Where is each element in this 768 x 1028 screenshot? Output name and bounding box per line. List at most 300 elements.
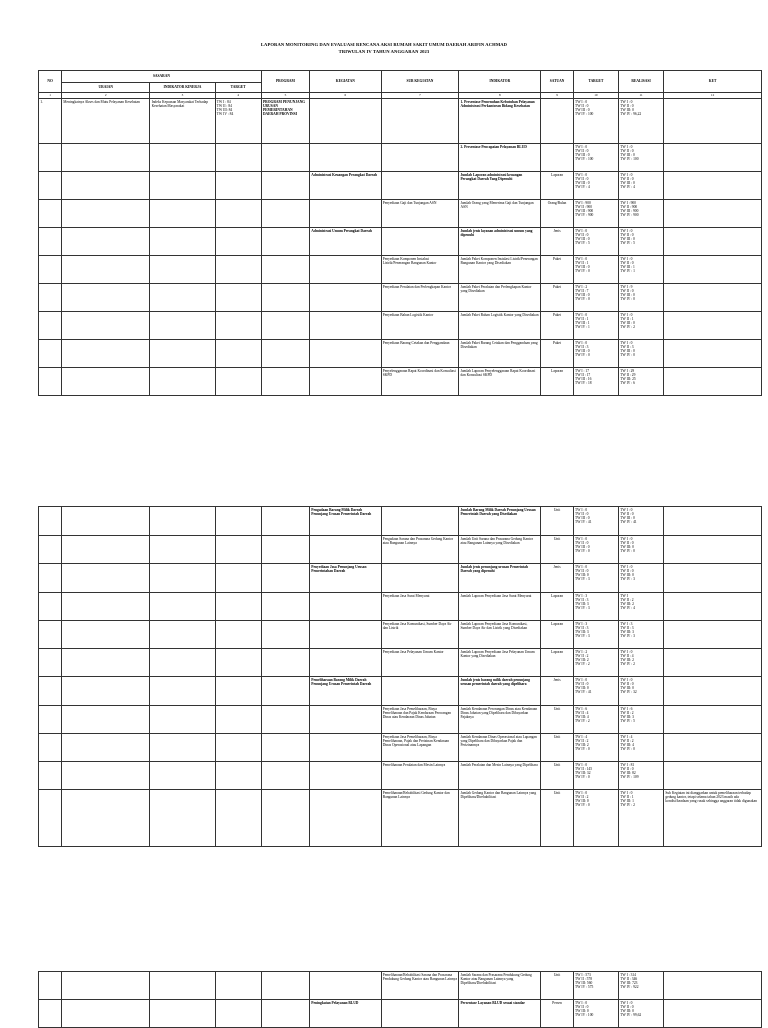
ket-cell xyxy=(664,564,762,593)
satuan-cell: Laporan xyxy=(541,171,574,199)
indikator-kinerja-cell xyxy=(150,143,215,171)
program-cell xyxy=(261,677,309,706)
target2-cell: TW I : 3 TW II : 3 TW III: 3 TW IV : 3 xyxy=(573,621,618,649)
target2-cell: TW I : 2 TW II : 7 TW III : 0 TW IV : 0 xyxy=(573,283,618,311)
satuan-cell: Paket xyxy=(541,283,574,311)
col-target-header: TARGET xyxy=(215,83,261,93)
realisasi-cell: TW I : 0 TW II : 3 TW III : 0 TW IV : 0 xyxy=(618,339,663,367)
kegiatan-cell: Administrasi Umum Perangkat Daerah xyxy=(310,227,381,255)
table-row xyxy=(39,790,762,847)
table-row xyxy=(39,972,762,1000)
uraian-cell xyxy=(62,171,150,199)
indikator-cell: Jumlah Orang yang Menerima Gaji dan Tunjangan ASN xyxy=(459,199,541,227)
indikator-kinerja-cell xyxy=(150,564,215,593)
col-satuan-header: SATUAN xyxy=(541,71,574,93)
target2-cell: TW I : 573 TW II : 578 TW III: 560 TW IV : 575 xyxy=(573,972,618,1000)
column-number-cell: 12 xyxy=(664,93,762,99)
col-indikator-kinerja-header: INDIKATOR KINERJA xyxy=(150,83,215,93)
indikator-kinerja-cell xyxy=(150,311,215,339)
realisasi-cell: TW I : 0 TW II : 0 TW III: 0 TW IV : 3 xyxy=(618,564,663,593)
indikator-cell: Jumlah Unit Sarana dan Prasarana Gedung Kantor atau Bangunan Lainnya yang Disediakan xyxy=(459,536,541,564)
realisasi-cell: TW I : 9 TW II : 0 TW III : 0 TW IV : 0 xyxy=(618,283,663,311)
program-cell xyxy=(261,255,309,283)
sub-kegiatan-cell: Penyediaan Komponen Instalasi Listrik/Penerangan Bangunan Kantor xyxy=(381,255,459,283)
row-no xyxy=(39,339,62,367)
indikator-cell: Jumlah Laporan Penyediaan Jasa Komunikasi, Sumber Daya Air dan Listrik yang Disediakan xyxy=(459,621,541,649)
realisasi-cell: TW I : 4 TW II : 2 TW III: 4 TW IV : 0 xyxy=(618,734,663,762)
target-cell xyxy=(215,255,261,283)
kegiatan-cell xyxy=(310,593,381,621)
realisasi-cell: TW I : 314 TW II : 346 TW III: 723 TW IV : 922 xyxy=(618,972,663,1000)
target-cell xyxy=(215,199,261,227)
satuan-cell: Jenis xyxy=(541,677,574,706)
indikator-cell: Jumlah jenis layanan administrasi umum yang dipenuhi xyxy=(459,227,541,255)
ket-cell xyxy=(664,227,762,255)
uraian-cell xyxy=(62,734,150,762)
sub-kegiatan-cell xyxy=(381,171,459,199)
col-sasaran-header: SASARAN xyxy=(62,71,262,83)
program-cell xyxy=(261,621,309,649)
program-cell xyxy=(261,536,309,564)
target2-cell: TW I : 0 TW II : 0 TW III : 0 TW IV : 100 xyxy=(573,98,618,143)
col-no-header: NO xyxy=(39,71,62,93)
col-uraian-header: URAIAN xyxy=(62,83,150,93)
indikator-cell: Jumlah Kendaraan Perorangan Dinas atau Kendaraan Dinas Jabatan yang Dipelihara dan Dibayarkan Pajaknya xyxy=(459,706,541,734)
indikator-kinerja-cell xyxy=(150,227,215,255)
satuan-cell: Paket xyxy=(541,339,574,367)
uraian-cell xyxy=(62,507,150,536)
kegiatan-cell xyxy=(310,199,381,227)
ket-cell xyxy=(664,536,762,564)
indikator-kinerja-cell xyxy=(150,536,215,564)
row-no xyxy=(39,972,62,1000)
satuan-cell: Unit xyxy=(541,972,574,1000)
program-cell xyxy=(261,171,309,199)
column-number-cell: 2 xyxy=(62,93,150,99)
uraian-cell xyxy=(62,621,150,649)
indikator-cell: Jumlah Laporan administrasi keuangan Perangkat Daerah Yang Dipenuhi xyxy=(459,171,541,199)
table-row xyxy=(39,311,762,339)
program-cell xyxy=(261,593,309,621)
satuan-cell: Laporan xyxy=(541,649,574,677)
kegiatan-cell: Peningkatan Pelayanan BLUD xyxy=(310,1000,381,1028)
indikator-kinerja-cell xyxy=(150,706,215,734)
sub-kegiatan-cell: Pemeliharaan/Rehabilitasi Gedung Kantor dan Bangunan Lainnya xyxy=(381,790,459,847)
indikator-kinerja-cell xyxy=(150,762,215,790)
target-cell xyxy=(215,621,261,649)
realisasi-cell: TW I : 0 TW II : 0 TW III : 0 TW IV : 4 xyxy=(618,171,663,199)
satuan-cell: Unit xyxy=(541,762,574,790)
satuan-cell: Jenis xyxy=(541,227,574,255)
kegiatan-cell xyxy=(310,98,381,143)
realisasi-cell: TW I : 0 TW II : 0 TW III: 0 TW IV : 99,62 xyxy=(618,1000,663,1028)
kegiatan-cell xyxy=(310,283,381,311)
indikator-cell: Jumlah Laporan Penyediaan Jasa Surat Menyurat xyxy=(459,593,541,621)
kegiatan-cell xyxy=(310,649,381,677)
column-number-cell: 11 xyxy=(618,93,663,99)
report-title-line2: TRIWULAN IV TAHUN ANGGARAN 2023 xyxy=(338,49,430,54)
target2-cell: TW I : 0 TW II : 0 TW III : 0 TW IV : 41 xyxy=(573,507,618,536)
target2-cell: TW I : 0 TW II : 1 TW III : 1 TW IV : 1 xyxy=(573,311,618,339)
col-realisasi-header: REALISASI xyxy=(618,71,663,93)
indikator-kinerja-cell xyxy=(150,649,215,677)
target-cell xyxy=(215,283,261,311)
uraian-cell xyxy=(62,972,150,1000)
uraian-cell xyxy=(62,339,150,367)
realisasi-cell: TW I : 0 TW II : 0 TW III : 0 TW IV : 100 xyxy=(618,143,663,171)
target-cell xyxy=(215,706,261,734)
program-cell xyxy=(261,367,309,395)
kegiatan-cell xyxy=(310,621,381,649)
indikator-cell: Jumlah jenis penunjang urusan Pemerintah Daerah yang dipenuhi xyxy=(459,564,541,593)
sub-kegiatan-cell xyxy=(381,564,459,593)
column-number-cell: 4 xyxy=(215,93,261,99)
report-table-part2 xyxy=(38,506,762,847)
target2-cell: TW I : 900 TW II : 900 TW III : 900 TW IV : 900 xyxy=(573,199,618,227)
uraian-cell xyxy=(62,762,150,790)
row-no xyxy=(39,649,62,677)
realisasi-cell: TW I : 0 TW II : 0 TW III : 0 TW IV : 5 xyxy=(618,227,663,255)
realisasi-cell: TW I : 29 TW II : 29 TW III: 25 TW IV : 6 xyxy=(618,367,663,395)
table-row xyxy=(39,762,762,790)
indikator-cell: Jumlah Paket Bahan Logistik Kantor yang Disediakan xyxy=(459,311,541,339)
uraian-cell xyxy=(62,593,150,621)
target2-cell: TW I : 0 TW II : 145 TW III: 32 TW IV : 0 xyxy=(573,762,618,790)
program-cell xyxy=(261,227,309,255)
sub-kegiatan-cell: Pengadaan Sarana dan Prasarana Gedung Kantor atau Bangunan Lainnya xyxy=(381,536,459,564)
uraian-cell xyxy=(62,367,150,395)
column-number-cell: 9 xyxy=(541,93,574,99)
table-row xyxy=(39,1000,762,1028)
sub-kegiatan-cell: Pemeliharaan Peralatan dan Mesin Lainnya xyxy=(381,762,459,790)
indikator-kinerja-cell xyxy=(150,677,215,706)
realisasi-cell: TW I : 81 TW II : 0 TW III: 82 TW IV : 109 xyxy=(618,762,663,790)
column-number-cell: 10 xyxy=(573,93,618,99)
target-cell xyxy=(215,972,261,1000)
satuan-cell: Unit xyxy=(541,536,574,564)
sub-kegiatan-cell xyxy=(381,227,459,255)
realisasi-cell: TW I TW II : 2 TW III: 2 TW IV : 4 xyxy=(618,593,663,621)
row-no xyxy=(39,143,62,171)
row-no: 1. xyxy=(39,98,62,143)
satuan-cell: Unit xyxy=(541,790,574,847)
indikator-cell: Persentase Layanan BLUD sesuai standar xyxy=(459,1000,541,1028)
report-table-part1 xyxy=(38,70,762,396)
indikator-kinerja-cell xyxy=(150,171,215,199)
satuan-cell: Laporan xyxy=(541,593,574,621)
ket-cell xyxy=(664,255,762,283)
program-cell: PROGRAM PENUNJANG URUSAN PEMERINTAHAN DAERAH PROVINSI xyxy=(261,98,309,143)
ket-cell xyxy=(664,143,762,171)
kegiatan-cell xyxy=(310,762,381,790)
table-row xyxy=(39,564,762,593)
target2-cell: TW I : 4 TW II : 2 TW III: 2 TW IV : 0 xyxy=(573,734,618,762)
target2-cell: TW I : 0 TW II : 2 TW III: 0 TW IV : 0 xyxy=(573,790,618,847)
indikator-kinerja-cell: Indeks Kepuasan Masyarakat Terhadap Kesehatan Masyarakat xyxy=(150,98,215,143)
row-no xyxy=(39,564,62,593)
sub-kegiatan-cell: Penyediaan Jasa Pelayanan Umum Kantor xyxy=(381,649,459,677)
kegiatan-cell xyxy=(310,972,381,1000)
realisasi-cell: TW I : 6 TW II : 2 TW III: 3 TW IV : 5 xyxy=(618,706,663,734)
realisasi-cell: TW I : 3 TW II : 3 TW III: 3 TW IV : 3 xyxy=(618,621,663,649)
program-cell xyxy=(261,507,309,536)
target-cell xyxy=(215,367,261,395)
uraian-cell xyxy=(62,536,150,564)
ket-cell xyxy=(664,171,762,199)
table-row xyxy=(39,98,762,143)
program-cell xyxy=(261,311,309,339)
kegiatan-cell xyxy=(310,339,381,367)
table-row xyxy=(39,255,762,283)
ket-cell xyxy=(664,972,762,1000)
program-cell xyxy=(261,199,309,227)
row-no xyxy=(39,367,62,395)
ket-cell xyxy=(664,621,762,649)
target-cell xyxy=(215,762,261,790)
ket-cell xyxy=(664,367,762,395)
satuan-cell: Unit xyxy=(541,706,574,734)
satuan-cell: Jenis xyxy=(541,564,574,593)
column-number-cell: 7 xyxy=(381,93,459,99)
row-no xyxy=(39,677,62,706)
target-cell xyxy=(215,593,261,621)
target2-cell: TW I : 2 TW II : 2 TW III: 2 TW IV : 2 xyxy=(573,649,618,677)
target-cell xyxy=(215,1000,261,1028)
column-number-cell: 8 xyxy=(459,93,541,99)
program-cell xyxy=(261,972,309,1000)
satuan-cell: Orang/Bulan xyxy=(541,199,574,227)
table-row xyxy=(39,143,762,171)
kegiatan-cell xyxy=(310,706,381,734)
target-cell xyxy=(215,536,261,564)
sub-kegiatan-cell xyxy=(381,98,459,143)
target-cell xyxy=(215,171,261,199)
target2-cell: TW I : 17 TW II : 17 TW III : 16 TW IV : 18 xyxy=(573,367,618,395)
sub-kegiatan-cell: Penyediaan Jasa Pemeliharaan, Biaya Pemeliharaan, Pajak dan Perizinan Kendaraan Dinas Operasional atau Lapangan xyxy=(381,734,459,762)
kegiatan-cell xyxy=(310,790,381,847)
target2-cell: TW I : 0 TW II : 0 TW III: 0 TW IV : 3 xyxy=(573,564,618,593)
col-subkegiatan-header: SUB KEGIATAN xyxy=(381,71,459,93)
indikator-cell: Jumlah Laporan Penyelenggaraan Rapat Koordinasi dan Konsultasi SKPD xyxy=(459,367,541,395)
program-cell xyxy=(261,706,309,734)
uraian-cell xyxy=(62,255,150,283)
sub-kegiatan-cell: Penyelenggaraan Rapat Koordinasi dan Konsultasi SKPD xyxy=(381,367,459,395)
ket-cell xyxy=(664,507,762,536)
sub-kegiatan-cell: Penyediaan Gaji dan Tunjangan ASN xyxy=(381,199,459,227)
target-cell xyxy=(215,311,261,339)
indikator-cell: Jumlah Kendaraan Dinas Operasional atau Lapangan yang Dipelihara dan Dibayarkan Pajak dan Perizinannya xyxy=(459,734,541,762)
column-number-cell: 5 xyxy=(261,93,309,99)
uraian-cell xyxy=(62,790,150,847)
target2-cell: TW I : 0 TW II : 0 TW III: 0 TW IV : 100 xyxy=(573,1000,618,1028)
indikator-kinerja-cell xyxy=(150,734,215,762)
sub-kegiatan-cell xyxy=(381,677,459,706)
row-no xyxy=(39,536,62,564)
kegiatan-cell xyxy=(310,367,381,395)
indikator-cell: Jumlah jenis barang milik daerah penunjang urusan pemerintah daerah yang dipelihara xyxy=(459,677,541,706)
satuan-cell xyxy=(541,98,574,143)
indikator-kinerja-cell xyxy=(150,367,215,395)
target-cell xyxy=(215,734,261,762)
program-cell xyxy=(261,1000,309,1028)
col-target2-header: TARGET xyxy=(573,71,618,93)
report-table-part3 xyxy=(38,971,762,1028)
sub-kegiatan-cell: Pemeliharaan/Rehabilitasi Sarana dan Prasarana Pendukung Gedung Kantor atau Bangunan Lainnya xyxy=(381,972,459,1000)
realisasi-cell: TW I : 0 TW II : 4 TW III: 2 TW IV : 2 xyxy=(618,649,663,677)
satuan-cell xyxy=(541,143,574,171)
target2-cell: TW I : 0 TW II : 0 TW III : 0 TW IV : 100 xyxy=(573,143,618,171)
indikator-kinerja-cell xyxy=(150,621,215,649)
table-row xyxy=(39,339,762,367)
indikator-cell: 2. Persentase Pencapaian Pelayanan BLUD xyxy=(459,143,541,171)
row-no xyxy=(39,790,62,847)
target2-cell: TW I : 0 TW II : 3 TW III : 0 TW IV : 0 xyxy=(573,339,618,367)
sub-kegiatan-cell xyxy=(381,1000,459,1028)
target2-cell: TW I : 0 TW II : 0 TW III : 0 TW IV : 4 xyxy=(573,171,618,199)
row-no xyxy=(39,1000,62,1028)
table-row xyxy=(39,621,762,649)
satuan-cell: Unit xyxy=(541,507,574,536)
table-row xyxy=(39,367,762,395)
row-no xyxy=(39,255,62,283)
target-cell xyxy=(215,507,261,536)
ket-cell xyxy=(664,677,762,706)
kegiatan-cell xyxy=(310,734,381,762)
uraian-cell: Meningkatnya Akses dan Mutu Pelayanan Kesehatan xyxy=(62,98,150,143)
row-no xyxy=(39,621,62,649)
sub-kegiatan-cell: Penyediaan Peralatan dan Perlengkapan Kantor xyxy=(381,283,459,311)
row-no xyxy=(39,283,62,311)
satuan-cell: Laporan xyxy=(541,367,574,395)
row-no xyxy=(39,227,62,255)
indikator-kinerja-cell xyxy=(150,283,215,311)
sub-kegiatan-cell: Penyediaan Jasa Surat Menyurat xyxy=(381,593,459,621)
report-title-line1: LAPORAN MONITORING DAN EVALUASI RENCANA AKSI RUMAH SAKIT UMUM DAERAH ARIFIN ACHMAD xyxy=(260,42,508,47)
ket-cell xyxy=(664,283,762,311)
table-row xyxy=(39,283,762,311)
table-row xyxy=(39,171,762,199)
column-number-cell: 6 xyxy=(310,93,381,99)
row-no xyxy=(39,762,62,790)
indikator-kinerja-cell xyxy=(150,593,215,621)
table-row xyxy=(39,536,762,564)
indikator-cell: Jumlah Sarana dan Prasarana Pendukung Gedung Kantor atau Bangunan Lainnya yang Dipelihara/Direhabilitasi xyxy=(459,972,541,1000)
kegiatan-cell xyxy=(310,255,381,283)
table-row xyxy=(39,649,762,677)
sub-kegiatan-cell xyxy=(381,143,459,171)
ket-cell xyxy=(664,311,762,339)
table-row xyxy=(39,593,762,621)
realisasi-cell: TW I : 900 TW II : 900 TW III : 900 TW IV : 900 xyxy=(618,199,663,227)
target2-cell: TW I : 3 TW II : 3 TW III: 3 TW IV : 3 xyxy=(573,593,618,621)
uraian-cell xyxy=(62,706,150,734)
target-cell xyxy=(215,649,261,677)
indikator-kinerja-cell xyxy=(150,255,215,283)
ket-cell xyxy=(664,649,762,677)
indikator-cell: Jumlah Paket Komponen Instalasi Listrik/Penerangan Bangunan Kantor yang Disediakan xyxy=(459,255,541,283)
indikator-cell: Jumlah Barang Milik Daerah Penunjang Urusan Pemerintah Daerah yang Disediakan xyxy=(459,507,541,536)
indikator-kinerja-cell xyxy=(150,972,215,1000)
kegiatan-cell: Penyediaan Jasa Penunjang Urusan Pemerintahan Daerah xyxy=(310,564,381,593)
ket-cell: Sub Kegiatan ini dianggarkan untuk pemeliharaan terhadap gedung kantor, tetapi selama tahun 2023 masih ada kondisi/keadaan yang rusak sehingga anggaran tidak digunakan xyxy=(664,790,762,847)
uraian-cell xyxy=(62,143,150,171)
sub-kegiatan-cell: Penyediaan Jasa Pemeliharaan, Biaya Pemeliharaan dan Pajak Kendaraan Perorangan Dinas atau Kendaraan Dinas Jabatan xyxy=(381,706,459,734)
realisasi-cell: TW I : 0 TW II : 0 TW III: 0 TW IV : 0 xyxy=(618,536,663,564)
col-indikator-header: INDIKATOR xyxy=(459,71,541,93)
target-cell xyxy=(215,339,261,367)
program-cell xyxy=(261,649,309,677)
satuan-cell: Persen xyxy=(541,1000,574,1028)
satuan-cell: Paket xyxy=(541,311,574,339)
ket-cell xyxy=(664,762,762,790)
kegiatan-cell xyxy=(310,143,381,171)
indikator-kinerja-cell xyxy=(150,790,215,847)
target2-cell: TW I : 0 TW II : 0 TW III : 0 TW IV : 5 xyxy=(573,227,618,255)
ket-cell xyxy=(664,734,762,762)
col-program-header: PROGRAM xyxy=(261,71,309,93)
kegiatan-cell xyxy=(310,536,381,564)
target-cell xyxy=(215,790,261,847)
program-cell xyxy=(261,339,309,367)
sub-kegiatan-cell: Penyediaan Jasa Komunikasi, Sumber Daya Air dan Listrik xyxy=(381,621,459,649)
row-no xyxy=(39,199,62,227)
target-cell xyxy=(215,227,261,255)
sub-kegiatan-cell: Penyediaan Barang Cetakan dan Penggandaan xyxy=(381,339,459,367)
uraian-cell xyxy=(62,564,150,593)
row-no xyxy=(39,734,62,762)
row-no xyxy=(39,706,62,734)
uraian-cell xyxy=(62,311,150,339)
program-cell xyxy=(261,790,309,847)
indikator-cell: Jumlah Laporan Penyediaan Jasa Pelayanan Umum Kantor yang Disediakan xyxy=(459,649,541,677)
indikator-cell: Jumlah Paket Barang Cetakan dan Penggandaan yang Disediakan xyxy=(459,339,541,367)
realisasi-cell: TW I : 0 TW II : 0 TW III : 1 TW IV : 1 xyxy=(618,255,663,283)
indikator-cell: Jumlah Paket Peralatan dan Perlengkapan Kantor yang Disediakan xyxy=(459,283,541,311)
uraian-cell xyxy=(62,227,150,255)
realisasi-cell: TW I : 0 TW II : 0 TW III: 0 TW IV : 32 xyxy=(618,677,663,706)
table-row xyxy=(39,677,762,706)
ket-cell xyxy=(664,339,762,367)
ket-cell xyxy=(664,706,762,734)
satuan-cell: Unit xyxy=(541,734,574,762)
indikator-cell: 1. Persentase Pemenuhan Kebutuhan Pelayanan Administrasi Perkantoran Bidang Kesehatan xyxy=(459,98,541,143)
realisasi-cell: TW I : 0 TW II : 1 TW III : 0 TW IV : 2 xyxy=(618,311,663,339)
ket-cell xyxy=(664,1000,762,1028)
indikator-kinerja-cell xyxy=(150,199,215,227)
kegiatan-cell: Administrasi Keuangan Perangkat Daerah xyxy=(310,171,381,199)
table-row xyxy=(39,227,762,255)
program-cell xyxy=(261,762,309,790)
table-row xyxy=(39,507,762,536)
table-row xyxy=(39,706,762,734)
ket-cell xyxy=(664,98,762,143)
col-ket-header: KET xyxy=(664,71,762,93)
ket-cell xyxy=(664,199,762,227)
indikator-cell: Jumlah Gedung Kantor dan Bangunan Lainnya yang Dipelihara/Direhabilitasi xyxy=(459,790,541,847)
kegiatan-cell: Pemeliharaan Barang Milik Daerah Penunjang Urusan Pemerintah Daerah xyxy=(310,677,381,706)
sub-kegiatan-cell xyxy=(381,507,459,536)
col-kegiatan-header: KEGIATAN xyxy=(310,71,381,93)
program-cell xyxy=(261,734,309,762)
row-no xyxy=(39,507,62,536)
uraian-cell xyxy=(62,677,150,706)
program-cell xyxy=(261,564,309,593)
column-number-cell: 1 xyxy=(39,93,62,99)
uraian-cell xyxy=(62,649,150,677)
uraian-cell xyxy=(62,1000,150,1028)
realisasi-cell: TW I : 0 TW II : 1 TW III: 1 TW IV : 2 xyxy=(618,790,663,847)
indikator-kinerja-cell xyxy=(150,339,215,367)
